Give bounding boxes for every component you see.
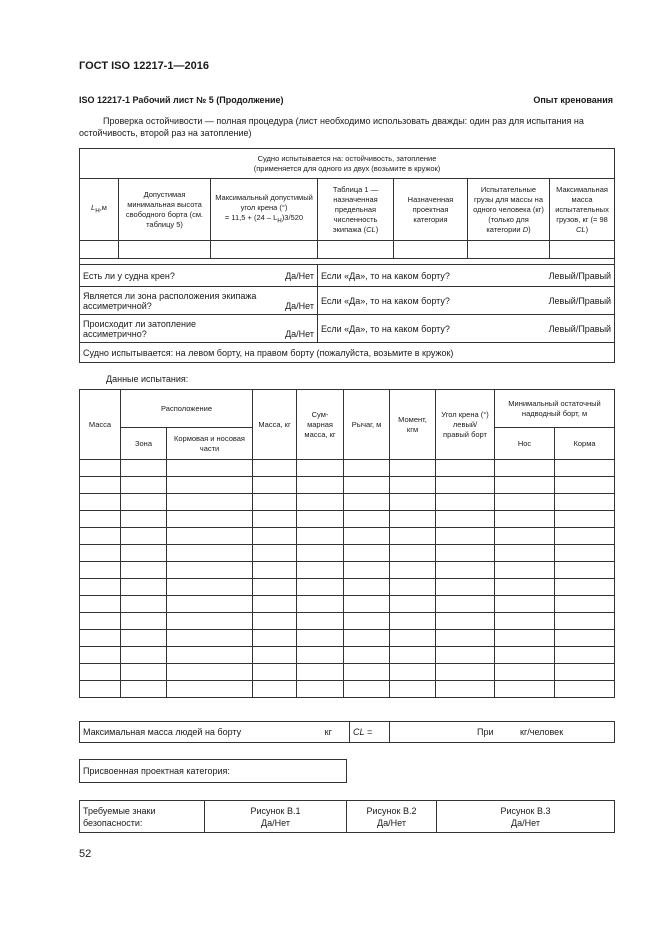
test-data-cell[interactable] <box>555 664 615 681</box>
test-data-cell[interactable] <box>80 460 121 477</box>
figure-b3-label: Рисунок В.3 <box>500 805 551 816</box>
test-data-cell[interactable] <box>495 630 555 647</box>
test-data-cell[interactable] <box>495 494 555 511</box>
test-data-cell[interactable] <box>555 647 615 664</box>
test-data-cell[interactable] <box>80 579 121 596</box>
test-data-cell[interactable] <box>390 596 436 613</box>
test-data-cell[interactable] <box>344 460 390 477</box>
assigned-category-table <box>79 759 347 783</box>
test-data-cell[interactable] <box>344 613 390 630</box>
crew-zone-question-row <box>80 287 615 315</box>
safety-signs-label: Требуемые знаки безопасности: <box>80 801 205 833</box>
test-data-cell[interactable] <box>555 511 615 528</box>
test-data-row <box>80 477 615 494</box>
test-data-cell[interactable] <box>167 528 253 545</box>
test-data-cell[interactable] <box>121 477 167 494</box>
test-data-cell[interactable] <box>555 630 615 647</box>
col-moment: Момент, кгм <box>390 390 436 460</box>
sheet-title: ISO 12217-1 Рабочий лист № 5 (Продолжение) <box>79 95 284 105</box>
test-data-cell[interactable] <box>167 613 253 630</box>
test-data-cell[interactable] <box>253 579 297 596</box>
test-data-cell[interactable] <box>344 528 390 545</box>
test-data-cell[interactable] <box>344 596 390 613</box>
test-data-cell[interactable] <box>555 596 615 613</box>
col-total-mass: Суммарная масса, кг <box>297 390 344 460</box>
test-data-cell[interactable] <box>167 647 253 664</box>
test-data-row <box>80 647 615 664</box>
col-design-category: Назначенная проектная категория <box>394 179 468 241</box>
test-data-cell[interactable] <box>297 579 344 596</box>
test-data-cell[interactable] <box>297 477 344 494</box>
q-crew-zone-yes-no[interactable]: Да/Нет <box>285 300 314 311</box>
col-bow: Нос <box>495 428 555 460</box>
test-data-cell[interactable] <box>253 545 297 562</box>
test-data-row <box>80 460 615 477</box>
test-data-cell[interactable] <box>555 477 615 494</box>
test-data-cell[interactable] <box>121 562 167 579</box>
q-flooding-side-choice[interactable]: Левый/Правый <box>548 323 612 334</box>
q-flooding: Происходит ли затопление ассиметрично? <box>83 318 196 339</box>
q-heel-side-choice[interactable]: Левый/Правый <box>548 270 612 281</box>
test-data-row <box>80 511 615 528</box>
test-data-cell[interactable] <box>297 613 344 630</box>
test-data-cell[interactable] <box>80 613 121 630</box>
test-data-row <box>80 613 615 630</box>
test-data-cell[interactable] <box>495 664 555 681</box>
test-data-cell[interactable] <box>80 681 121 698</box>
test-data-row <box>80 562 615 579</box>
test-data-cell[interactable] <box>344 511 390 528</box>
test-data-cell[interactable] <box>436 460 495 477</box>
test-data-cell[interactable] <box>80 528 121 545</box>
q-flooding-side: Если «Да», то на каком борту? <box>321 323 450 334</box>
test-type-line1: Судно испытывается на: остойчивость, затопление <box>257 153 437 163</box>
figure-b3-cell[interactable] <box>437 801 615 833</box>
stability-parameters-table <box>79 148 615 363</box>
test-data-cell[interactable] <box>495 511 555 528</box>
test-data-cell[interactable] <box>495 545 555 562</box>
test-data-cell[interactable] <box>253 528 297 545</box>
test-data-cell[interactable] <box>80 511 121 528</box>
test-data-cell[interactable] <box>495 460 555 477</box>
test-data-cell[interactable] <box>436 681 495 698</box>
col-max-heel-angle: Максимальный допустимый угол крена (°) = $11,5 + (24 - L_H)3/520$ <box>211 179 318 241</box>
heel-question-row <box>80 265 615 287</box>
test-data-cell[interactable] <box>80 562 121 579</box>
test-data-cell[interactable] <box>390 511 436 528</box>
col-mass: Масса <box>80 390 121 460</box>
test-data-cell[interactable] <box>390 545 436 562</box>
test-data-row <box>80 545 615 562</box>
test-data-cell[interactable] <box>390 477 436 494</box>
col-crew-limit: Таблица 1 — назначенная предельная численность экипажа (CL) <box>318 179 394 241</box>
test-data-row <box>80 596 615 613</box>
intro-paragraph: Проверка остойчивости — полная процедура (лист необходимо использовать дважды: один раз для испытания на остойчивость, второй раз на затопление) <box>79 116 584 138</box>
per-person-cell[interactable] <box>390 722 615 743</box>
test-data-cell[interactable] <box>344 630 390 647</box>
figure-b1-cell[interactable] <box>205 801 347 833</box>
test-data-cell[interactable] <box>436 545 495 562</box>
test-data-cell[interactable] <box>436 647 495 664</box>
test-data-cell[interactable] <box>436 596 495 613</box>
test-data-cell[interactable] <box>344 579 390 596</box>
test-data-cell[interactable] <box>390 681 436 698</box>
max-people-mass-unit: кг <box>308 722 350 743</box>
test-data-cell[interactable] <box>167 511 253 528</box>
test-data-cell[interactable] <box>167 681 253 698</box>
test-data-cell[interactable] <box>390 664 436 681</box>
figure-b2-label: Рисунок В.2 <box>366 805 417 816</box>
test-data-row <box>80 681 615 698</box>
test-data-cell[interactable] <box>253 494 297 511</box>
test-data-cell[interactable] <box>80 596 121 613</box>
test-data-cell[interactable] <box>390 562 436 579</box>
test-data-cell[interactable] <box>253 664 297 681</box>
test-data-cell[interactable] <box>495 528 555 545</box>
col-min-residual-freeboard: Минимальный остаточный надводный борт, м <box>495 390 615 428</box>
test-data-cell[interactable] <box>121 511 167 528</box>
test-data-cell[interactable] <box>344 477 390 494</box>
test-data-cell[interactable] <box>555 528 615 545</box>
test-data-cell[interactable] <box>344 647 390 664</box>
col-heel-angle: Угол крена (°) левый/ правый борт <box>436 390 495 460</box>
q-heel: Есть ли у судна крен? <box>83 270 175 281</box>
q-crew-zone-side: Если «Да», то на каком борту? <box>321 295 450 306</box>
test-data-cell[interactable] <box>390 613 436 630</box>
test-data-label: Данные испытания: <box>106 374 189 384</box>
test-data-cell[interactable] <box>297 596 344 613</box>
test-data-cell[interactable] <box>253 460 297 477</box>
test-data-cell[interactable] <box>167 460 253 477</box>
test-data-cell[interactable] <box>80 545 121 562</box>
value-cell[interactable] <box>211 241 318 259</box>
test-data-cell[interactable] <box>121 630 167 647</box>
test-data-cell[interactable] <box>344 664 390 681</box>
test-data-cell[interactable] <box>121 528 167 545</box>
test-data-cell[interactable] <box>80 494 121 511</box>
test-data-cell[interactable] <box>80 647 121 664</box>
test-data-cell[interactable] <box>121 664 167 681</box>
test-data-cell[interactable] <box>436 528 495 545</box>
col-max-test-weights: Максимальная масса испытательных грузов, кг (= 98 CL) <box>550 179 615 241</box>
test-data-cell[interactable] <box>121 613 167 630</box>
test-data-cell[interactable] <box>390 528 436 545</box>
q-heel-side: Если «Да», то на каком борту? <box>321 270 450 281</box>
test-data-cell[interactable] <box>555 579 615 596</box>
test-data-cell[interactable] <box>121 681 167 698</box>
test-data-cell[interactable] <box>436 494 495 511</box>
test-data-cell[interactable] <box>297 647 344 664</box>
test-data-cell[interactable] <box>495 613 555 630</box>
tested-side-row[interactable]: Судно испытывается: на левом борту, на правом борту (пожалуйста, возьмите в кружок) <box>80 343 615 363</box>
test-data-cell[interactable] <box>121 494 167 511</box>
test-data-cell[interactable] <box>495 579 555 596</box>
value-cell[interactable] <box>119 241 211 259</box>
test-data-cell[interactable] <box>390 630 436 647</box>
test-data-cell[interactable] <box>555 562 615 579</box>
test-data-cell[interactable] <box>253 596 297 613</box>
test-data-cell[interactable] <box>555 494 615 511</box>
test-data-cell[interactable] <box>80 630 121 647</box>
figure-b1-label: Рисунок В.1 <box>250 805 301 816</box>
assigned-category-label[interactable]: Присвоенная проектная категория: <box>80 760 347 783</box>
test-data-cell[interactable] <box>436 630 495 647</box>
test-data-cell[interactable] <box>253 477 297 494</box>
figure-b2-cell[interactable] <box>347 801 437 833</box>
col-fore-aft: Кормовая и носовая части <box>167 428 253 460</box>
figure-b3-yes-no[interactable]: Да/Нет <box>511 817 540 828</box>
test-data-cell[interactable] <box>167 562 253 579</box>
test-data-cell[interactable] <box>436 664 495 681</box>
test-data-cell[interactable] <box>436 511 495 528</box>
col-stern: Корма <box>555 428 615 460</box>
test-data-cell[interactable] <box>297 460 344 477</box>
max-people-mass-label: Максимальная масса людей на борту <box>80 722 308 743</box>
test-data-cell[interactable] <box>436 477 495 494</box>
test-data-cell[interactable] <box>390 579 436 596</box>
test-type-heading <box>80 149 615 179</box>
value-cell[interactable] <box>394 241 468 259</box>
test-data-cell[interactable] <box>167 579 253 596</box>
test-data-cell[interactable] <box>390 494 436 511</box>
at-label: При <box>477 727 494 737</box>
q-crew-zone-side-choice[interactable]: Левый/Правый <box>548 295 612 306</box>
standard-header: ГОСТ ISO 12217-1—2016 <box>79 60 209 72</box>
test-data-cell[interactable] <box>555 460 615 477</box>
col-lever: Рычаг, м <box>344 390 390 460</box>
test-data-cell[interactable] <box>253 630 297 647</box>
test-data-cell[interactable] <box>297 545 344 562</box>
test-data-cell[interactable] <box>344 494 390 511</box>
test-data-cell[interactable] <box>436 613 495 630</box>
test-data-row <box>80 528 615 545</box>
value-cell[interactable] <box>550 241 615 259</box>
col-min-freeboard: Допустимая минимальная высота свободного борта (см. таблицу 5) <box>119 179 211 241</box>
figure-b1-yes-no[interactable]: Да/Нет <box>261 817 290 828</box>
test-data-cell[interactable] <box>390 647 436 664</box>
cl-label: CL = <box>350 722 390 743</box>
max-people-mass-table <box>79 721 615 743</box>
test-data-cell[interactable] <box>253 562 297 579</box>
test-data-cell[interactable] <box>80 477 121 494</box>
q-crew-zone: Является ли зона расположения экипажа ассиметричной? <box>83 290 257 311</box>
test-data-table <box>79 389 615 698</box>
test-data-cell[interactable] <box>167 596 253 613</box>
test-data-cell[interactable] <box>390 460 436 477</box>
q-flooding-yes-no[interactable]: Да/Нет <box>285 328 314 339</box>
value-cell[interactable] <box>318 241 394 259</box>
test-data-cell[interactable] <box>297 681 344 698</box>
q-heel-yes-no[interactable]: Да/Нет <box>285 270 314 281</box>
col-location: Расположение <box>121 390 253 428</box>
test-data-cell[interactable] <box>121 596 167 613</box>
test-data-cell[interactable] <box>167 477 253 494</box>
test-data-cell[interactable] <box>121 460 167 477</box>
test-type-line2: (применяется для одного из двух (возьмите в кружок) <box>253 163 441 173</box>
test-data-cell[interactable] <box>253 681 297 698</box>
test-data-cell[interactable] <box>167 630 253 647</box>
col-test-weights: Испытательные грузы для массы на одного человека (кг) (только для категории D) <box>468 179 550 241</box>
test-data-cell[interactable] <box>344 681 390 698</box>
test-data-cell[interactable] <box>495 477 555 494</box>
test-data-cell[interactable] <box>344 562 390 579</box>
test-data-cell[interactable] <box>297 511 344 528</box>
test-data-cell[interactable] <box>344 545 390 562</box>
test-data-cell[interactable] <box>253 647 297 664</box>
test-data-cell[interactable] <box>495 596 555 613</box>
test-data-cell[interactable] <box>297 664 344 681</box>
test-data-cell[interactable] <box>167 494 253 511</box>
sheet-subject: Опыт кренования <box>533 95 613 105</box>
test-data-row <box>80 579 615 596</box>
test-data-cell[interactable] <box>167 664 253 681</box>
test-data-cell[interactable] <box>121 545 167 562</box>
test-data-cell[interactable] <box>121 579 167 596</box>
col-lh: $L_H,м$ <box>80 179 119 241</box>
figure-b2-yes-no[interactable]: Да/Нет <box>377 817 406 828</box>
col-zone: Зона <box>121 428 167 460</box>
test-data-cell[interactable] <box>253 511 297 528</box>
test-data-cell[interactable] <box>253 613 297 630</box>
test-data-cell[interactable] <box>495 562 555 579</box>
test-data-cell[interactable] <box>555 613 615 630</box>
per-person-unit: кг/человек <box>520 727 564 737</box>
test-data-cell[interactable] <box>297 494 344 511</box>
test-data-cell[interactable] <box>555 681 615 698</box>
test-data-row <box>80 630 615 647</box>
test-data-cell[interactable] <box>297 630 344 647</box>
test-data-row <box>80 664 615 681</box>
test-data-cell[interactable] <box>436 579 495 596</box>
test-data-cell[interactable] <box>297 562 344 579</box>
flooding-question-row <box>80 315 615 343</box>
test-data-cell[interactable] <box>80 664 121 681</box>
col-mass-kg: Масса, кг <box>253 390 297 460</box>
test-data-cell[interactable] <box>436 562 495 579</box>
test-data-cell[interactable] <box>555 545 615 562</box>
test-data-cell[interactable] <box>167 545 253 562</box>
page-number: 52 <box>79 848 92 860</box>
test-data-cell[interactable] <box>297 528 344 545</box>
test-data-cell[interactable] <box>121 647 167 664</box>
safety-signs-table <box>79 800 615 833</box>
value-cell[interactable] <box>80 241 119 259</box>
parameters-value-row <box>80 241 615 259</box>
test-data-cell[interactable] <box>495 647 555 664</box>
test-data-cell[interactable] <box>495 681 555 698</box>
test-data-row <box>80 494 615 511</box>
value-cell[interactable] <box>468 241 550 259</box>
